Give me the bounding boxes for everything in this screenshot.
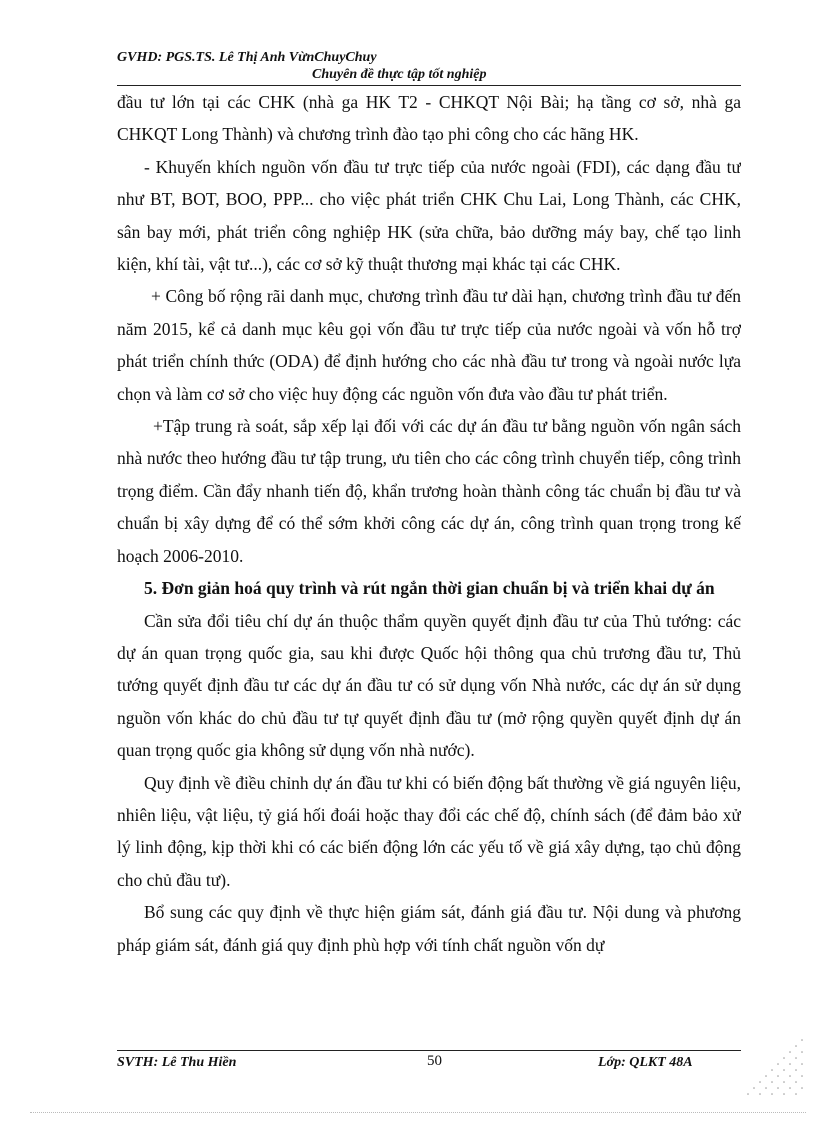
paragraph: Quy định về điều chỉnh dự án đầu tư khi có biến động bất thường về giá nguyên liệu, nhiên liệu, vật liệu, tỷ giá hối đoái hoặc thay đổi các chế độ, chính sách (để đảm bảo xử lý linh động, kịp thời khi có các biến động lớn các yếu tố về giá xây dựng, tạo chủ động cho chủ đầu tư). bbox=[117, 772, 741, 890]
paragraph: - Khuyến khích nguồn vốn đầu tư trực tiếp của nước ngoài (FDI), các dạng đầu tư như BT, BOT, BOO, PPP... cho việc phát triển CHK Chu Lai, Long Thành, các CHK, sân bay mới, phát triển công nghiệp HK (sửa chữa, bảo dưỡng máy bay, chế tạo linh kiện, khí tài, vật tư...), các cơ sở kỹ thuật thương mại khác tại các CHK. bbox=[117, 156, 741, 275]
footer-divider bbox=[117, 1050, 741, 1051]
paragraph: +Tập trung rà soát, sắp xếp lại đối với các dự án đầu tư bằng nguồn vốn ngân sách nhà nước theo hướng đầu tư tập trung, ưu tiên cho các công trình chuyển tiếp, công trình trọng điểm. Cần đẩy nhanh tiến độ, khẩn trương hoàn thành công tác chuẩn bị đầu tư và chuẩn bị xây dựng để có thể sớm khởi công các dự án, công trình quan trọng trong kế hoạch 2006-2010. bbox=[117, 416, 741, 566]
page-number: 50 bbox=[427, 1053, 442, 1069]
paragraph: + Công bố rộng rãi danh mục, chương trình đầu tư dài hạn, chương trình đầu tư đến năm 2015, kể cả danh mục kêu gọi vốn đầu tư trực tiếp của nước ngoài và vốn hỗ trợ phát triển chính thức (ODA) để định hướng cho các nhà đầu tư trong và ngoài nước lựa chọn và làm cơ sở cho việc huy động các nguồn vốn đưa vào đầu tư phát triển. bbox=[117, 286, 741, 404]
footer-student: SVTH: Lê Thu Hiền bbox=[117, 1055, 237, 1070]
paragraph: đầu tư lớn tại các CHK (nhà ga HK T2 - CHKQT Nội Bài; hạ tầng cơ sở, nhà ga CHKQT Long Thành) và chương trình đào tạo phi công cho các hãng HK. bbox=[117, 92, 741, 145]
header-subtitle: Chuyên đề thực tập tốt nghiệp bbox=[312, 67, 487, 82]
paragraph: Cần sửa đổi tiêu chí dự án thuộc thẩm quyền quyết định đầu tư của Thủ tướng: các dự án quan trọng quốc gia, sau khi được Quốc hội thông qua chủ trương đầu tư, Thủ tướng quyết định đầu tư các dự án đầu tư có sử dụng vốn Nhà nước, các dự án sử dụng nguồn vốn khác do chủ đầu tư tự quyết định đầu tư (mở rộng quyền quyết định dự án quan trọng quốc gia không sử dụng vốn nhà nước). bbox=[117, 610, 741, 761]
paragraph: Bổ sung các quy định về thực hiện giám sát, đánh giá đầu tư. Nội dung và phương pháp giám sát, đánh giá quy định phù hợp với tính chất nguồn vốn dự bbox=[117, 902, 741, 955]
footer-class: Lớp: QLKT 48A bbox=[598, 1055, 693, 1070]
section-heading: 5. Đơn giản hoá quy trình và rút ngắn thời gian chuẩn bị và triển khai dự án bbox=[144, 578, 715, 599]
header-supervisor: GVHD: PGS.TS. Lê Thị Anh VừnChuyChuy bbox=[117, 50, 377, 65]
document-body bbox=[117, 86, 741, 1031]
bottom-dotted-rule bbox=[30, 1112, 806, 1113]
page-corner-dots bbox=[746, 1034, 806, 1098]
